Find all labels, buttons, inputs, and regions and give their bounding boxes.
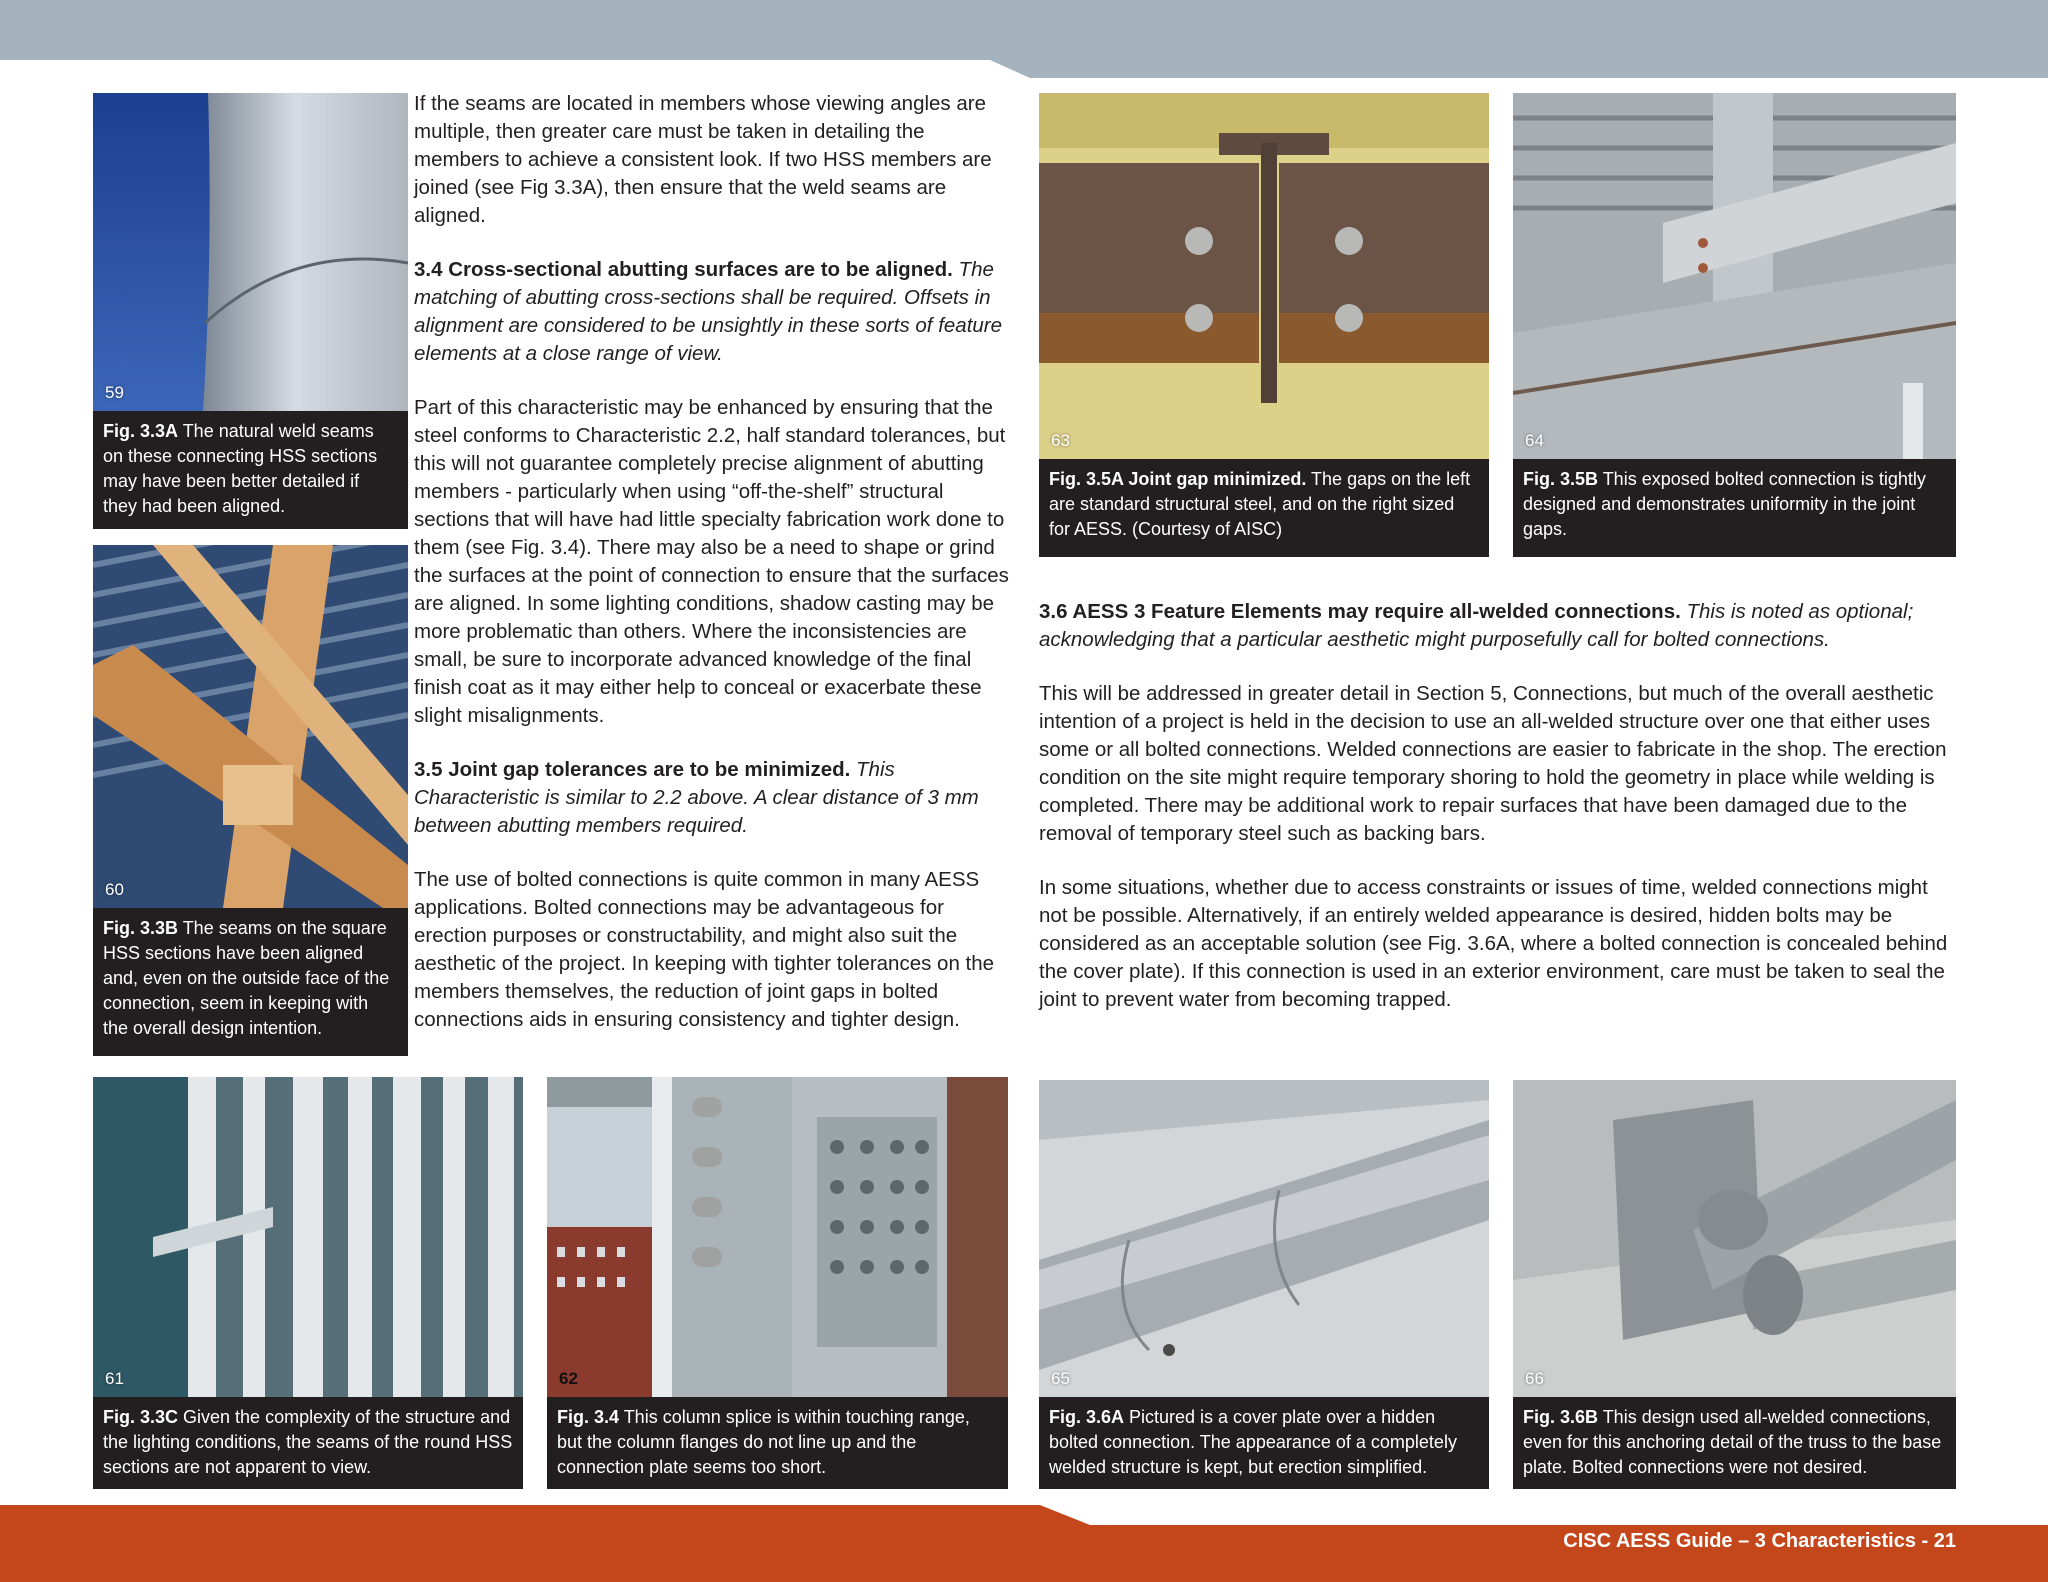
caption-text: The natural weld seams on these connecting HSS sections may have been better detailed if they had been aligned.	[103, 421, 378, 516]
figure-3-3b-caption	[93, 908, 408, 1056]
figure-number: 59	[105, 383, 124, 402]
figure-3-6b-photo	[1513, 1080, 1956, 1397]
section-statement: This Characteristic is similar to 2.2 above. A clear distance of 3 mm between abutting members required.	[414, 758, 979, 837]
body-column-left	[414, 90, 1010, 1060]
figure-3-5b-photo	[1513, 93, 1956, 459]
figure-3-4-photo	[547, 1077, 1008, 1397]
figure-number: 60	[105, 880, 124, 899]
paragraph: This will be addressed in greater detail in Section 5, Connections, but much of the overall aesthetic intention of a project is held in the decision to use an all-welded structure over one that either uses some or all bolted connections. Welded connections are easier to fabricate in the shop. The erection condition on the site might require temporary shoring to hold the geometry in place while welding is completed. There may be additional work to repair surfaces that have been damaged due to the removal of temporary steel such as backing bars.	[1039, 682, 1947, 845]
figure-3-3a-photo	[93, 93, 408, 411]
figure-3-5a-caption	[1039, 459, 1489, 557]
caption-text: Given the complexity of the structure and the lighting conditions, the seams of the round HSS sections are not apparent to view.	[103, 1407, 513, 1477]
page-footer: CISC AESS Guide – 3 Characteristics - 21	[1563, 1530, 1956, 1552]
caption-text: This column splice is within touching range, but the column flanges do not line up and the connection plate seems too short.	[557, 1407, 970, 1477]
figure-3-3c-photo	[93, 1077, 523, 1397]
figure-number: 66	[1525, 1369, 1544, 1388]
caption-text: The gaps on the left are standard structural steel, and on the right sized for AESS. (Courtesy of AISC)	[1049, 469, 1471, 539]
figure-3-5a-photo	[1039, 93, 1489, 459]
section-heading: 3.6 AESS 3 Feature Elements may require all-welded connections.	[1039, 600, 1681, 623]
body-column-right	[1039, 598, 1956, 1040]
figure-label: Fig. 3.6B	[1523, 1407, 1599, 1427]
figure-3-6a-photo	[1039, 1080, 1489, 1397]
figure-3-4-caption	[547, 1397, 1008, 1489]
figure-label: Fig. 3.4	[557, 1407, 620, 1427]
section-statement: The matching of abutting cross-sections shall be required. Offsets in alignment are considered to be unsightly in these sorts of feature elements at a close range of view.	[414, 258, 1003, 365]
figure-number: 63	[1051, 431, 1070, 450]
figure-label: Fig. 3.5A Joint gap minimized.	[1049, 469, 1307, 489]
figure-3-3c-caption	[93, 1397, 523, 1489]
caption-text: Pictured is a cover plate over a hidden bolted connection. The appearance of a completely welded structure is kept, but erection simplified.	[1049, 1407, 1457, 1477]
figure-3-6a-caption	[1039, 1397, 1489, 1489]
section-heading: 3.5 Joint gap tolerances are to be minimized.	[414, 758, 851, 781]
paragraph: Part of this characteristic may be enhanced by ensuring that the steel conforms to Characteristic 2.2, half standard tolerances, but this will not guarantee completely precise alignment of abutting members - particularly when using “off-the-shelf” structural sections that will have had little specialty fabrication work done to them (see Fig. 3.4). There may also be a need to shape or grind the surfaces at the point of connection to ensure that the surfaces are aligned. In some lighting conditions, shadow casting may be more problematic than others. Where the inconsistencies are small, be sure to incorporate advanced knowledge of the final finish coat as it may either help to conceal or exacerbate these slight misalignments.	[414, 396, 1009, 727]
figure-label: Fig. 3.3A	[103, 421, 179, 441]
figure-3-6b-caption	[1513, 1397, 1956, 1489]
caption-text: This exposed bolted connection is tightly designed and demonstrates uniformity in the joint gaps.	[1523, 469, 1926, 539]
figure-label: Fig. 3.3B	[103, 918, 179, 938]
figure-number: 64	[1525, 431, 1544, 450]
paragraph: If the seams are located in members whose viewing angles are multiple, then greater care must be taken in detailing the members to achieve a consistent look. If two HSS members are joined (see Fig 3.3A), then ensure that the weld seams are aligned.	[414, 92, 992, 227]
section-3-5	[414, 756, 1010, 840]
caption-text: The seams on the square HSS sections have been aligned and, even on the outside face of the connection, seem in keeping with the overall design intention.	[103, 918, 390, 1038]
caption-text: This design used all-welded connections, even for this anchoring detail of the truss to the base plate. Bolted connections were not desired.	[1523, 1407, 1942, 1477]
figure-3-3b-photo	[93, 545, 408, 908]
figure-3-5b-caption	[1513, 459, 1956, 557]
figure-number: 62	[559, 1369, 578, 1388]
paragraph: In some situations, whether due to access constraints or issues of time, welded connections might not be possible. Alternatively, if an entirely welded appearance is desired, hidden bolts may be considered as an acceptable solution (see Fig. 3.6A, where a bolted connection is concealed behind the cover plate). If this connection is used in an exterior environment, care must be taken to seal the joint to prevent water from becoming trapped.	[1039, 876, 1948, 1011]
figure-label: Fig. 3.5B	[1523, 469, 1599, 489]
figure-label: Fig. 3.3C	[103, 1407, 179, 1427]
section-statement: This is noted as optional; acknowledging that a particular aesthetic might purposefully call for bolted connections.	[1039, 600, 1914, 651]
section-3-4	[414, 256, 1010, 368]
figure-number: 65	[1051, 1369, 1070, 1388]
paragraph: The use of bolted connections is quite common in many AESS applications. Bolted connections may be advantageous for erection purposes or constructability, and might also suit the aesthetic of the project. In keeping with tighter tolerances on the members themselves, the reduction of joint gaps in bolted connections aids in ensuring consistency and tighter design.	[414, 868, 995, 1031]
figure-number: 61	[105, 1369, 124, 1388]
figure-3-3a-caption	[93, 411, 408, 529]
figure-label: Fig. 3.6A	[1049, 1407, 1125, 1427]
section-heading: 3.4 Cross-sectional abutting surfaces are to be aligned.	[414, 258, 953, 281]
section-3-6	[1039, 598, 1956, 654]
top-header-band	[0, 0, 2048, 78]
